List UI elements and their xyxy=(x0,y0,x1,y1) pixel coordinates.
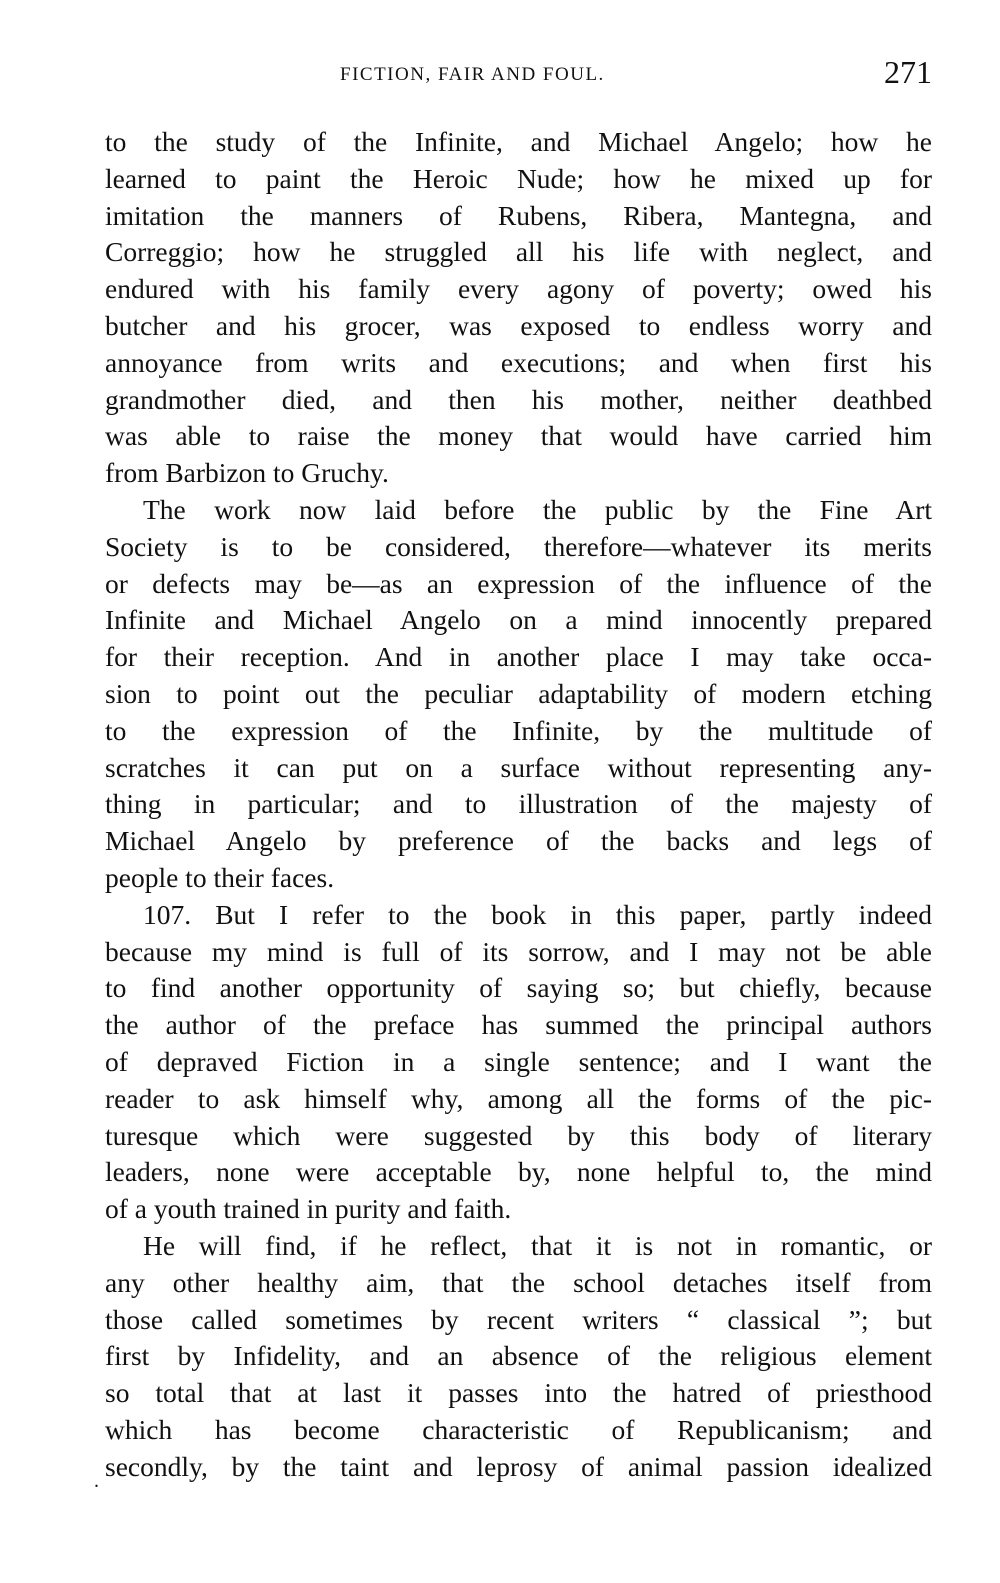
text-line: to find another opportunity of saying so; but chiefly, because xyxy=(105,972,932,1004)
text-line: those called sometimes by recent writers “ classical ”; but xyxy=(105,1303,932,1335)
text-line: grandmother died, and then his mother, neither deathbed xyxy=(105,383,932,415)
paragraph-start-line: 107. But I refer to the book in this paper, partly indeed xyxy=(143,898,932,930)
text-line: to the expression of the Infinite, by the multitude of xyxy=(105,714,932,746)
text-line: of depraved Fiction in a single sentence; and I want the xyxy=(105,1045,932,1077)
paragraph-start-line: The work now laid before the public by the Fine Art xyxy=(143,493,932,525)
text-line: endured with his family every agony of poverty; owed his xyxy=(105,273,932,305)
text-line: butcher and his grocer, was exposed to endless worry and xyxy=(105,309,932,341)
text-line: Infinite and Michael Angelo on a mind innocently prepared xyxy=(105,604,932,636)
text-line: annoyance from writs and executions; and when first his xyxy=(105,346,932,378)
text-line: Society is to be considered, therefore—whatever its merits xyxy=(105,530,932,562)
text-line: sion to point out the peculiar adaptability of modern etching xyxy=(105,677,932,709)
text-line: leaders, none were acceptable by, none helpful to, the mind xyxy=(105,1156,932,1188)
text-line: or defects may be—as an expression of the influence of the xyxy=(105,567,932,599)
text-line: thing in particular; and to illustration of the majesty of xyxy=(105,788,932,820)
text-line: learned to paint the Heroic Nude; how he mixed up for xyxy=(105,162,932,194)
page-number: 271 xyxy=(884,54,932,90)
text-line: was able to raise the money that would have carried him xyxy=(105,420,932,452)
text-line: turesque which were suggested by this body of literary xyxy=(105,1119,932,1151)
text-line: to the study of the Infinite, and Michael Angelo; how he xyxy=(105,126,932,157)
text-line: people to their faces. xyxy=(105,861,335,893)
text-line: of a youth trained in purity and faith. xyxy=(105,1193,512,1225)
text-line: the author of the preface has summed the principal authors xyxy=(105,1009,932,1041)
text-line: so total that at last it passes into the hatred of priesthood xyxy=(105,1377,932,1409)
paragraph-start-line: He will find, if he reflect, that it is not in romantic, or xyxy=(143,1229,932,1261)
text-line: from Barbizon to Gruchy. xyxy=(105,457,389,489)
margin-mark: . xyxy=(94,1470,99,1492)
body-text xyxy=(105,124,932,1485)
text-line: for their reception. And in another place I may take occa- xyxy=(105,641,932,673)
text-line: Correggio; how he struggled all his life with neglect, and xyxy=(105,236,932,268)
text-line: because my mind is full of its sorrow, and I may not be able xyxy=(105,935,932,967)
running-head xyxy=(105,54,932,98)
running-title: FICTION, FAIR AND FOUL. xyxy=(340,64,605,85)
text-line: first by Infidelity, and an absence of the religious element xyxy=(105,1340,932,1372)
text-line: any other healthy aim, that the school detaches itself from xyxy=(105,1266,932,1298)
text-line: scratches it can put on a surface without representing any- xyxy=(105,751,932,783)
text-line: Michael Angelo by preference of the backs and legs of xyxy=(105,825,932,857)
text-line: secondly, by the taint and leprosy of animal passion idealized xyxy=(105,1450,932,1482)
text-line: imitation the manners of Rubens, Ribera, Mantegna, and xyxy=(105,199,932,231)
text-line: reader to ask himself why, among all the forms of the pic- xyxy=(105,1082,932,1114)
text-line: which has become characteristic of Republicanism; and xyxy=(105,1413,932,1445)
